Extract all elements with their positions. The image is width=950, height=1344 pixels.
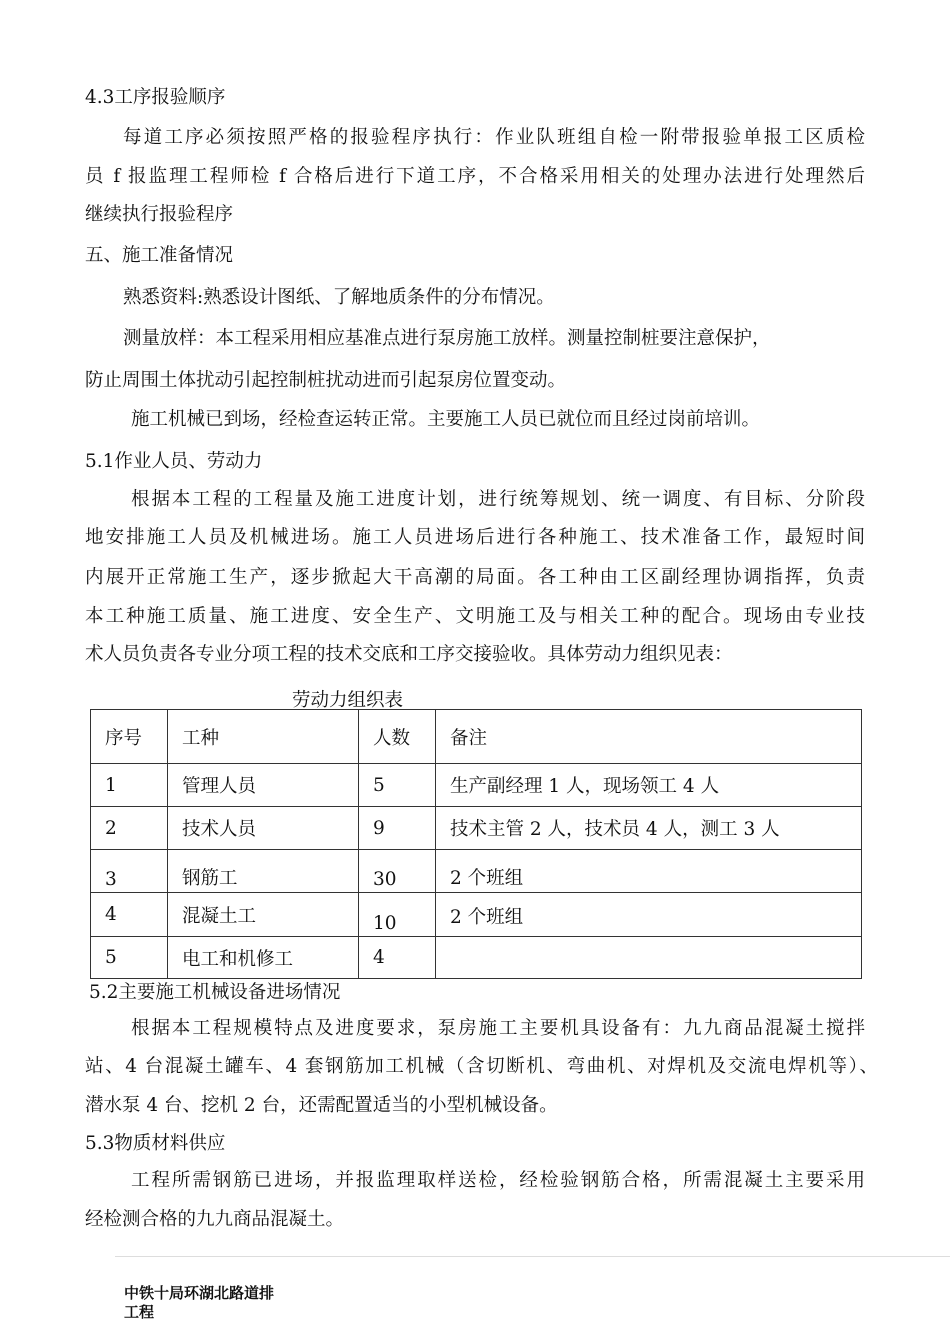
footer-line: 中铁十局环湖北路道排: [124, 1284, 275, 1302]
paragraph-line: 根据本工程的工程量及施工进度计划，进行统筹规划、统一调度、有目标、分阶段: [131, 489, 865, 510]
table-cell: 9: [359, 807, 436, 850]
table-caption: 劳动力组织表: [292, 690, 404, 711]
table-cell: 管理人员: [168, 764, 359, 807]
paragraph-line: 测量放样：本工程采用相应基准点进行泵房施工放样。测量控制桩要注意保护，: [123, 328, 771, 349]
table-row: [91, 893, 862, 937]
paragraph-line: 地安排施工人员及机械进场。施工人员进场后进行各种施工、技术准备工作，最短时间: [85, 527, 865, 548]
table-cell: 3: [91, 850, 168, 893]
header-cell: 人数: [359, 710, 436, 764]
table-cell: 技术主管 2 人，技术员 4 人，测工 3 人: [436, 807, 862, 850]
table-row: [91, 937, 862, 979]
table-cell: 混凝土工: [168, 893, 359, 937]
table-cell: 2: [91, 807, 168, 850]
labor-table: [90, 709, 862, 979]
header-cell: 备注: [436, 710, 862, 764]
section-heading: 5.1作业人员、劳动力: [85, 451, 263, 472]
section-heading: 5.2主要施工机械设备进场情况: [89, 982, 341, 1003]
table-header-row: [91, 710, 862, 764]
table-cell: [436, 937, 862, 979]
table-row: [91, 764, 862, 807]
table-cell: 10: [359, 893, 436, 937]
table-cell: 4: [91, 893, 168, 937]
table-cell: 2 个班组: [436, 893, 862, 937]
table-cell: 2 个班组: [436, 850, 862, 893]
footer-divider: [115, 1256, 950, 1257]
table-cell: 电工和机修工: [168, 937, 359, 979]
paragraph-line: 员 f 报监理工程师检 f 合格后进行下道工序，不合格采用相关的处理办法进行处理然后: [85, 166, 865, 187]
table-row: [91, 850, 862, 893]
paragraph-line: 防止周围土体扰动引起控制桩扰动进而引起泵房位置变动。: [85, 370, 567, 391]
footer-line: 工程: [124, 1303, 155, 1321]
table-cell: 生产副经理 1 人，现场领工 4 人: [436, 764, 862, 807]
paragraph-line: 继续执行报验程序: [85, 204, 234, 225]
paragraph-line: 内展开正常施工生产，逐步掀起大干高潮的局面。各工种由工区副经理协调指挥，负责: [85, 567, 865, 588]
paragraph-line: 术人员负责各专业分项工程的技术交底和工序交接验收。具体劳动力组织见表：: [85, 644, 733, 665]
paragraph-line: 本工种施工质量、施工进度、安全生产、文明施工及与相关工种的配合。现场由专业技: [85, 606, 865, 627]
table-row: [91, 807, 862, 850]
section-heading: 五、施工准备情况: [85, 245, 234, 266]
header-cell: 序号: [91, 710, 168, 764]
table-cell: 钢筋工: [168, 850, 359, 893]
paragraph-line: 潜水泵 4 台、挖机 2 台，还需配置适当的小型机械设备。: [85, 1095, 558, 1116]
table-cell: 4: [359, 937, 436, 979]
section-heading: 5.3物质材料供应: [85, 1133, 226, 1154]
paragraph-line: 工程所需钢筋已进场，并报监理取样送检，经检验钢筋合格，所需混凝土主要采用: [131, 1170, 865, 1191]
table-cell: 5: [359, 764, 436, 807]
paragraph-line: 施工机械已到场，经检查运转正常。主要施工人员已就位而且经过岗前培训。: [131, 409, 761, 430]
table-cell: 30: [359, 850, 436, 893]
table-cell: 1: [91, 764, 168, 807]
paragraph-line: 经检测合格的九九商品混凝土。: [85, 1209, 345, 1230]
table-cell: 5: [91, 937, 168, 979]
table-cell: 技术人员: [168, 807, 359, 850]
paragraph-line: 熟悉资料:熟悉设计图纸、了解地质条件的分布情况。: [123, 287, 555, 308]
paragraph-line: 站、4 台混凝土罐车、4 套钢筋加工机械（含切断机、弯曲机、对焊机及交流电焊机等）、: [85, 1056, 878, 1077]
page-footer: [124, 1284, 274, 1322]
section-heading: 4.3工序报验顺序: [85, 87, 226, 108]
paragraph-line: 每道工序必须按照严格的报验程序执行：作业队班组自检一附带报验单报工区质检: [123, 127, 865, 148]
paragraph-line: 根据本工程规模特点及进度要求，泵房施工主要机具设备有：九九商品混凝土搅拌: [131, 1018, 865, 1039]
header-cell: 工种: [168, 710, 359, 764]
